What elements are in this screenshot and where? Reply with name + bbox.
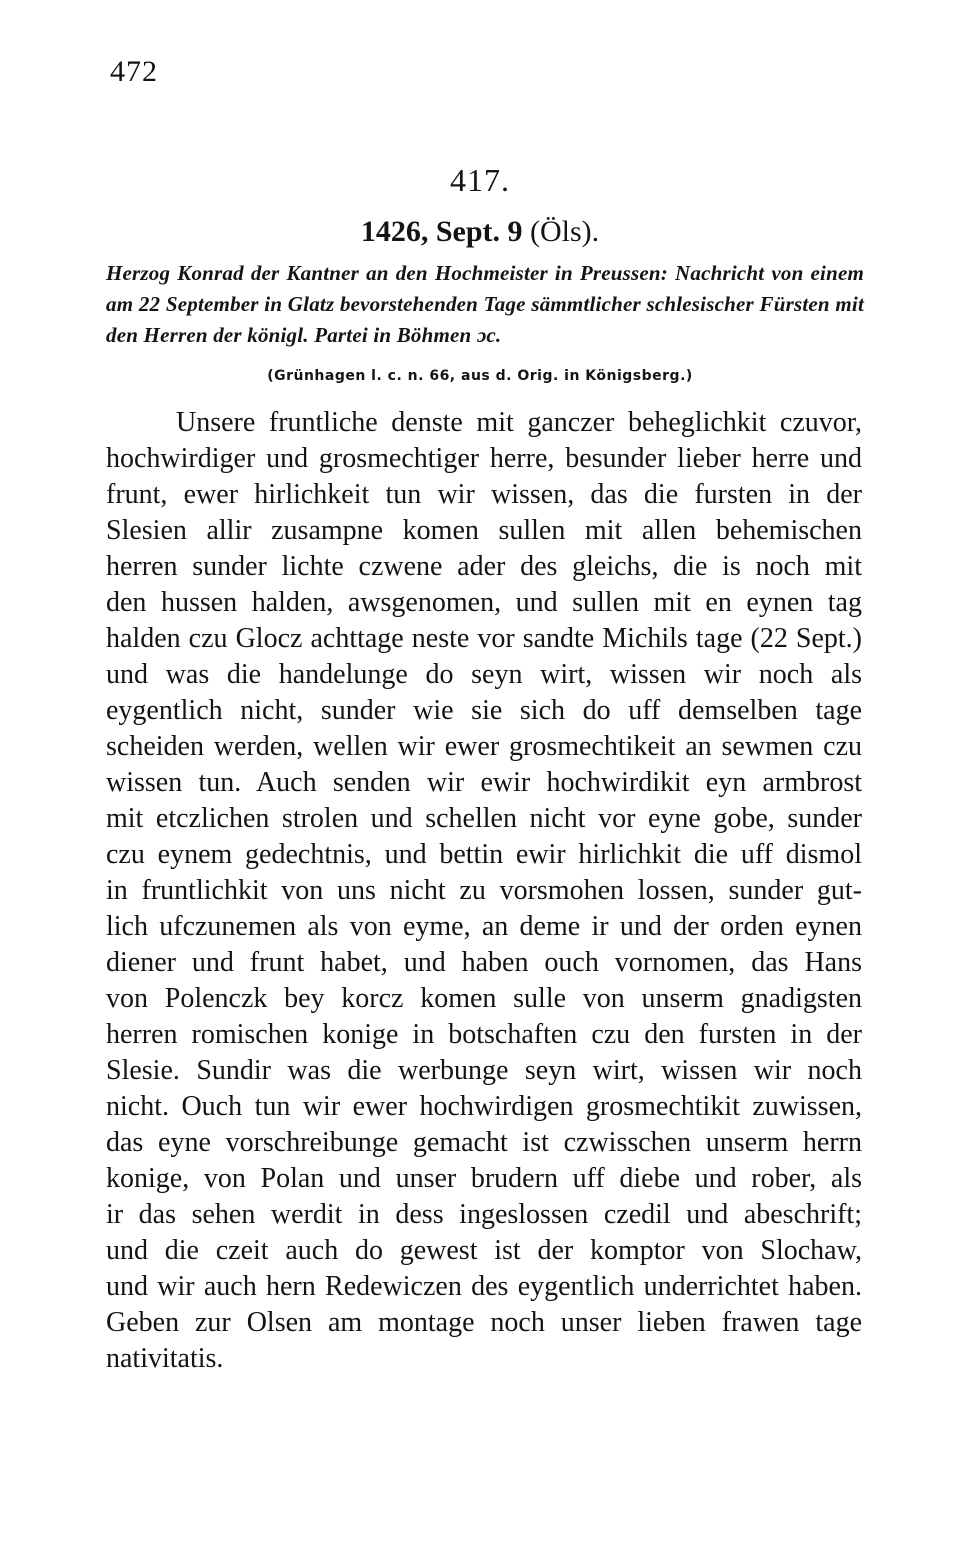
date-place: (Öls).	[530, 215, 600, 248]
body-line: Geben zur Olsen am montage noch unser lieben frawen tage	[106, 1307, 862, 1338]
body-line: frunt, ewer hirlichkeit tun wir wissen, das die fursten in der	[106, 479, 862, 510]
body-line: ir das sehen werdit in dess ingeslossen czedil und abeschrift;	[106, 1199, 862, 1230]
body-line: scheiden werden, wellen wir ewer grosmechtikeit an sewmen czu	[106, 731, 862, 762]
body-line: und was die handelunge do seyn wirt, wissen wir noch als	[106, 659, 862, 690]
body-line: czu eynem gedechtnis, und bettin ewir hirlichkit die uff dismol	[106, 839, 862, 870]
body-line: nativitatis.	[106, 1343, 224, 1374]
page-number: 472	[110, 55, 158, 88]
body-line: Slesie. Sundir was die werbunge seyn wirt, wissen wir noch	[106, 1055, 862, 1086]
body-line: das eyne vorschreibunge gemacht ist czwisschen unserm herrn	[106, 1127, 862, 1158]
body-line: halden czu Glocz achttage neste vor sandte Michils tage (22 Sept.)	[106, 623, 862, 654]
body-line: eygentlich nicht, sunder wie sie sich do uff demselben tage	[106, 695, 862, 726]
body-line: mit etczlichen strolen und schellen nicht vor eyne gobe, sunder	[106, 803, 862, 834]
document-date	[0, 212, 960, 252]
body-line: diener und frunt habet, und haben ouch vornomen, das Hans	[106, 947, 862, 978]
source-note: (Grünhagen l. c. n. 66, aus d. Orig. in Königsberg.)	[267, 368, 693, 384]
body-line: in fruntlichkit von uns nicht zu vorsmohen lossen, sunder gut-	[106, 875, 862, 906]
body-line: wissen tun. Auch senden wir ewir hochwirdikit eyn armbrost	[106, 767, 862, 798]
letter-body	[106, 405, 862, 1377]
body-line: herren sunder lichte czwene ader des gleichs, die is noch mit	[106, 551, 862, 582]
body-line: hochwirdiger und grosmechtiger herre, besunder lieber herre und	[106, 443, 862, 474]
body-line: herren romischen konige in botschaften czu den fursten in der	[106, 1019, 862, 1050]
date-bold: 1426, Sept. 9	[360, 215, 523, 248]
body-line: Unsere fruntliche denste mit ganczer beheglichkit czuvor,	[176, 407, 862, 438]
regest: Herzog Konrad der Kantner an den Hochmeister in Preussen: Nachricht von einem am 22 September in Glatz bevorstehenden Tage sämmtlicher schlesischer Fürsten mit den Herren der königl. Partei in Böhmen ɔc.	[106, 261, 864, 347]
body-line: konige, von Polan und unser brudern uff diebe und rober, als	[106, 1163, 862, 1194]
body-line: von Polenczk bey korcz komen sulle von unserm gnadigsten	[106, 983, 862, 1014]
body-line: nicht. Ouch tun wir ewer hochwirdigen grosmechtikit zuwissen,	[106, 1091, 862, 1122]
document-number: 417.	[450, 162, 510, 198]
body-line: Slesien allir zusampne komen sullen mit allen behemischen	[106, 515, 862, 546]
body-line: und die czeit auch do gewest ist der komptor von Slochaw,	[106, 1235, 862, 1266]
body-line: den hussen halden, awsgenomen, und sullen mit en eynen tag	[106, 587, 862, 618]
body-line: und wir auch hern Redewiczen des eygentlich underrichtet haben.	[106, 1271, 862, 1302]
body-line: lich ufczunemen als von eyme, an deme ir und der orden eynen	[106, 911, 862, 942]
